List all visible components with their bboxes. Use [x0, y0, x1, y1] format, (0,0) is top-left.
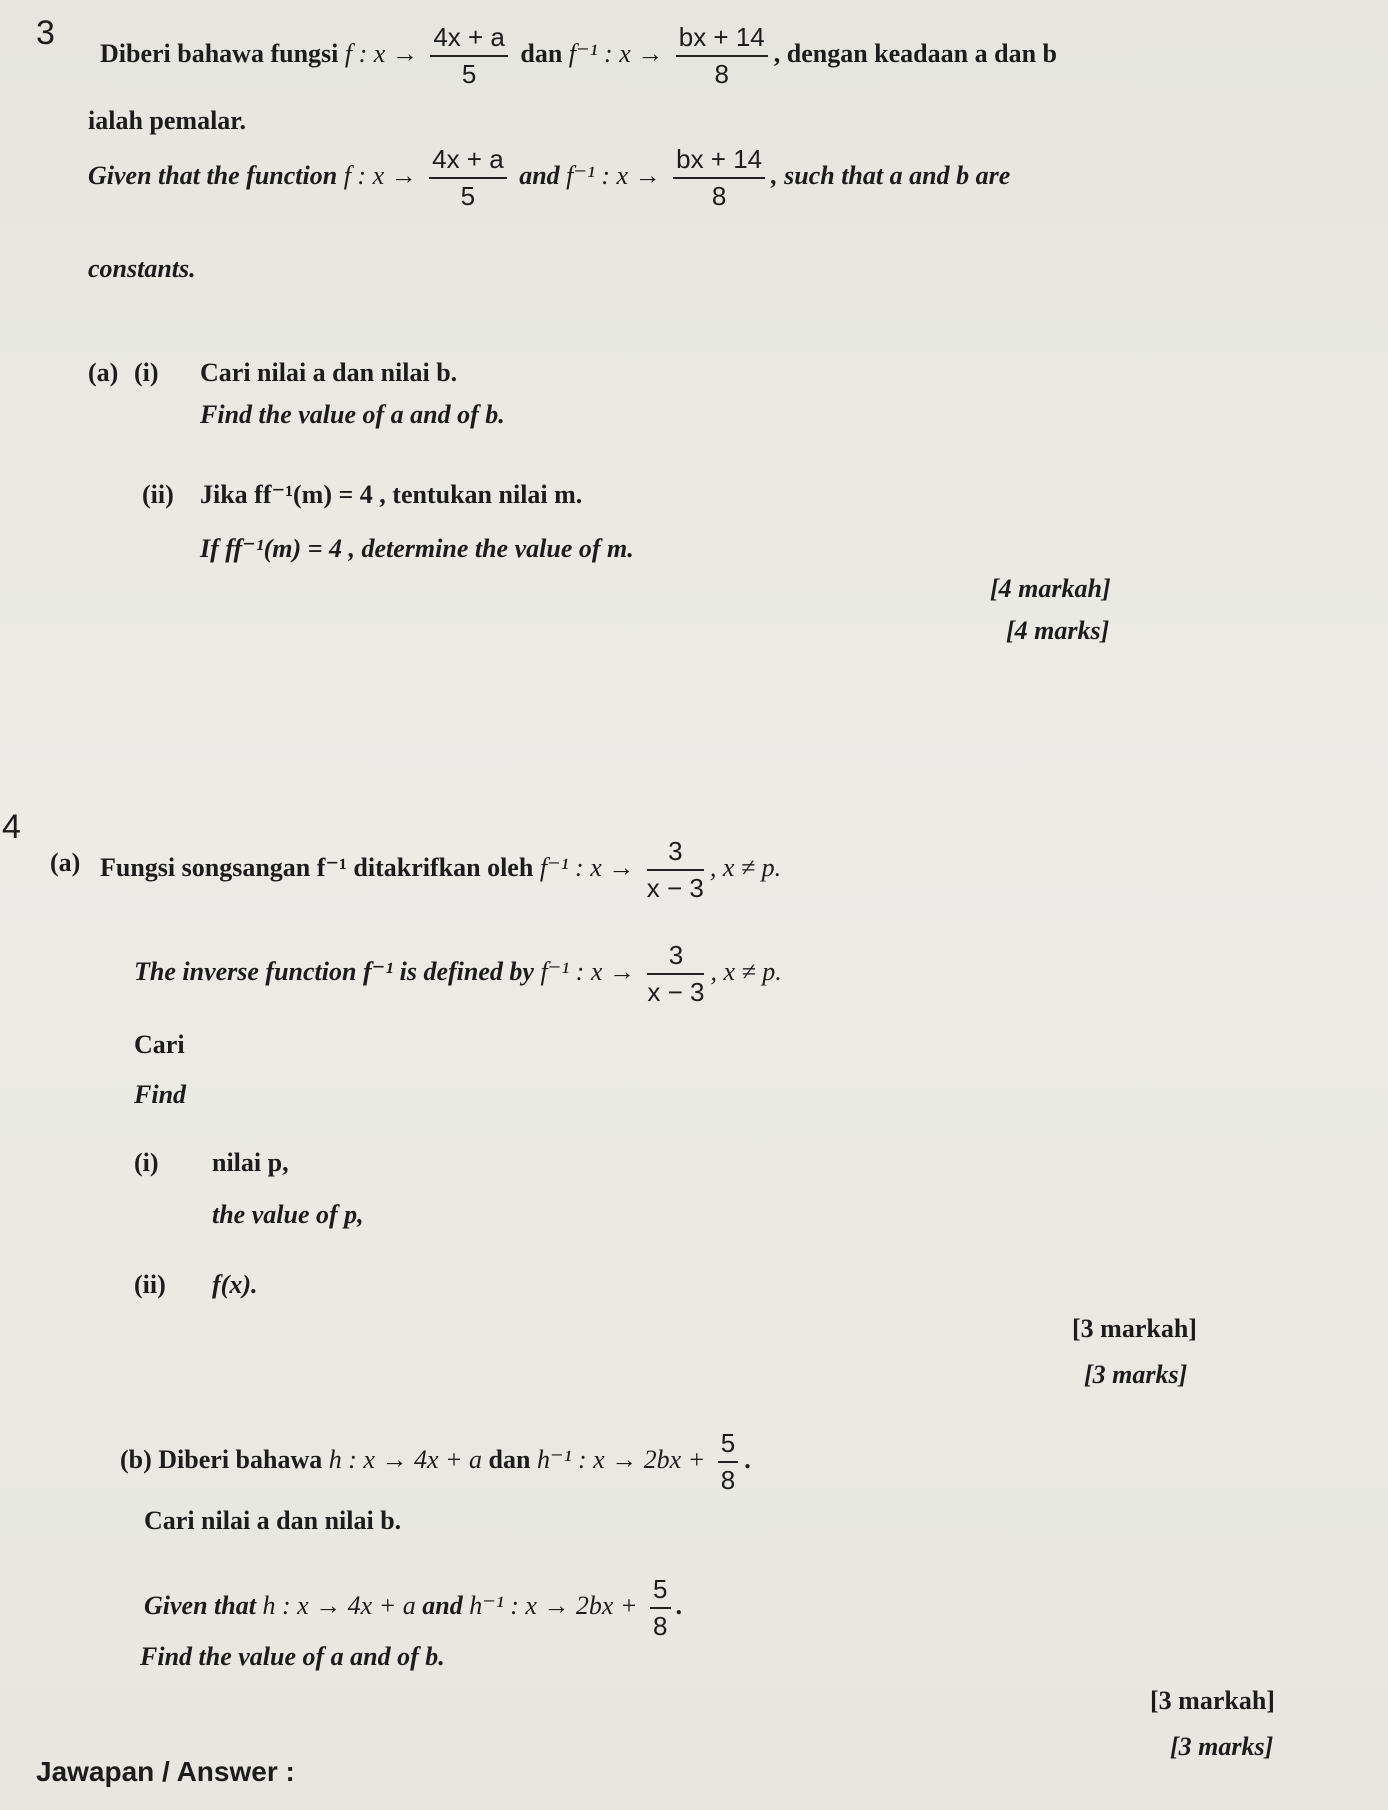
q4-b-dan: dan	[488, 1444, 531, 1474]
q4-b-frac-numerator: 5	[718, 1428, 738, 1463]
q4-en-finv-mapping: f⁻¹ : x →	[540, 956, 635, 986]
q3-fraction-f	[430, 22, 508, 90]
q4-b-and: and	[422, 1590, 463, 1620]
q4b-marks-malay: [3 markah]	[1150, 1686, 1275, 1715]
q4-a-label: (a)	[50, 848, 81, 877]
q4-ii-text: f(x).	[212, 1270, 258, 1299]
q4-b-label: (b)	[120, 1444, 152, 1474]
q4-b-en-hinv-mapping: h⁻¹ : x → 2bx +	[469, 1590, 638, 1620]
q3-aii-english: If ff⁻¹(m) = 4 , determine the value of m.	[200, 534, 634, 563]
q3-ai-english: Find the value of a and of b.	[200, 400, 505, 429]
q3-malay-statement-line1	[100, 22, 1057, 90]
q4-en-prefix: The inverse function f⁻¹ is defined by	[134, 956, 534, 986]
q4-cari: Cari	[134, 1030, 185, 1059]
q4-b-english-line2: Find the value of a and of b.	[140, 1642, 445, 1671]
q4-b-malay-line1: (b) Diberi bahawa h : x → 4x + a dan h⁻¹ : x → 2bx + $\frac{5}{8}$ .	[120, 1428, 751, 1495]
q3-english-statement-line2: constants.	[88, 254, 196, 283]
q3-en-suffix: , such that a and b are	[771, 160, 1011, 190]
q3-frac-f-numerator: 4x + a	[430, 22, 508, 57]
q3-f-mapping: f : x →	[344, 38, 418, 68]
q4-en-frac-numerator: 3	[647, 940, 704, 975]
q3-en-fraction-f	[429, 144, 507, 212]
q4-condition: , x ≠ p.	[709, 852, 782, 882]
answer-label: Jawapan / Answer :	[36, 1756, 295, 1787]
q4b-marks-english: [3 marks]	[1170, 1732, 1274, 1761]
q4-find: Find	[134, 1080, 187, 1109]
q4-b-malay-line2: Cari nilai a dan nilai b.	[144, 1506, 402, 1535]
q3-en-f-mapping: f : x →	[343, 160, 417, 190]
q4-b-en-frac-numerator: 5	[650, 1574, 670, 1609]
q4-finv-mapping: f⁻¹ : x →	[539, 852, 635, 882]
q3-en-frac-f-denominator: 5	[460, 181, 476, 211]
q3-ms-prefix: Diberi bahawa fungsi	[100, 38, 339, 68]
q4-b-english-line1: Given that h : x → 4x + a and h⁻¹ : x → 2bx + $\frac{5}{8}$ .	[144, 1574, 683, 1641]
q3-aii-label: (ii)	[142, 480, 174, 509]
q3-en-fraction-finv	[673, 144, 765, 212]
q4-b-frac-denominator: 8	[720, 1465, 736, 1495]
q3-ai-label: (i)	[134, 358, 159, 387]
q4-en-frac-denominator: x − 3	[647, 977, 705, 1007]
q3-ai-malay: Cari nilai a dan nilai b.	[200, 358, 458, 387]
q4-b-fraction	[718, 1428, 738, 1496]
q4-b-ms-prefix: Diberi bahawa	[158, 1444, 323, 1474]
q4-h-mapping: h : x → 4x + a	[328, 1444, 483, 1474]
q3-finv-mapping: f⁻¹ : x →	[568, 38, 664, 68]
q4-frac-denominator: x − 3	[646, 873, 704, 903]
q3-fraction-finv	[676, 22, 768, 90]
q3-marks-english: [4 marks]	[1006, 616, 1110, 645]
q3-frac-finv-numerator: bx + 14	[676, 22, 768, 57]
q4-en-fraction	[647, 940, 704, 1008]
q3-en-frac-finv-numerator: bx + 14	[673, 144, 765, 179]
q4-b-en-h-mapping: h : x → 4x + a	[262, 1590, 416, 1620]
q3-marks-malay: [4 markah]	[990, 574, 1111, 603]
q3-aii-malay: Jika ff⁻¹(m) = 4 , tentukan nilai m.	[200, 480, 583, 509]
q3-en-frac-f-numerator: 4x + a	[429, 144, 507, 179]
q4a-marks-english: [3 marks]	[1084, 1360, 1188, 1389]
question-4-number: 4	[2, 808, 21, 846]
q3-english-statement-line1	[88, 144, 1010, 212]
q4-frac-numerator: 3	[647, 836, 704, 871]
q4-i-english: the value of p,	[212, 1200, 364, 1229]
q4-b-en-fraction	[650, 1574, 670, 1642]
q4-b-en-frac-denominator: 8	[653, 1611, 668, 1641]
question-3-number: 3	[36, 14, 55, 52]
q3-malay-statement-line2: ialah pemalar.	[88, 106, 246, 135]
q3-ms-suffix: , dengan keadaan a dan b	[773, 38, 1057, 68]
q3-en-frac-finv-denominator: 8	[711, 181, 727, 211]
q4-i-label: (i)	[134, 1148, 159, 1177]
q3-a-label: (a)	[88, 358, 119, 387]
q3-frac-f-denominator: 5	[461, 59, 477, 89]
q4-a-malay-statement	[100, 836, 781, 904]
q4-b-en-prefix: Given that	[144, 1590, 256, 1620]
q4-i-malay: nilai p,	[212, 1148, 289, 1177]
q3-en-prefix: Given that the function	[88, 160, 338, 190]
q3-and: and	[519, 160, 560, 190]
q3-frac-finv-denominator: 8	[714, 59, 729, 89]
q4-fraction	[647, 836, 704, 904]
q3-dan: dan	[520, 38, 563, 68]
q4-hinv-mapping: h⁻¹ : x → 2bx +	[536, 1444, 706, 1474]
q4-a-english-statement	[134, 940, 782, 1008]
q4-ii-label: (ii)	[134, 1270, 166, 1299]
q4-en-condition: , x ≠ p.	[710, 956, 782, 986]
q4-ms-prefix: Fungsi songsangan f⁻¹ ditakrifkan oleh	[100, 852, 534, 882]
q4a-marks-malay: [3 markah]	[1072, 1314, 1197, 1343]
q3-en-finv-mapping: f⁻¹ : x →	[566, 160, 661, 190]
